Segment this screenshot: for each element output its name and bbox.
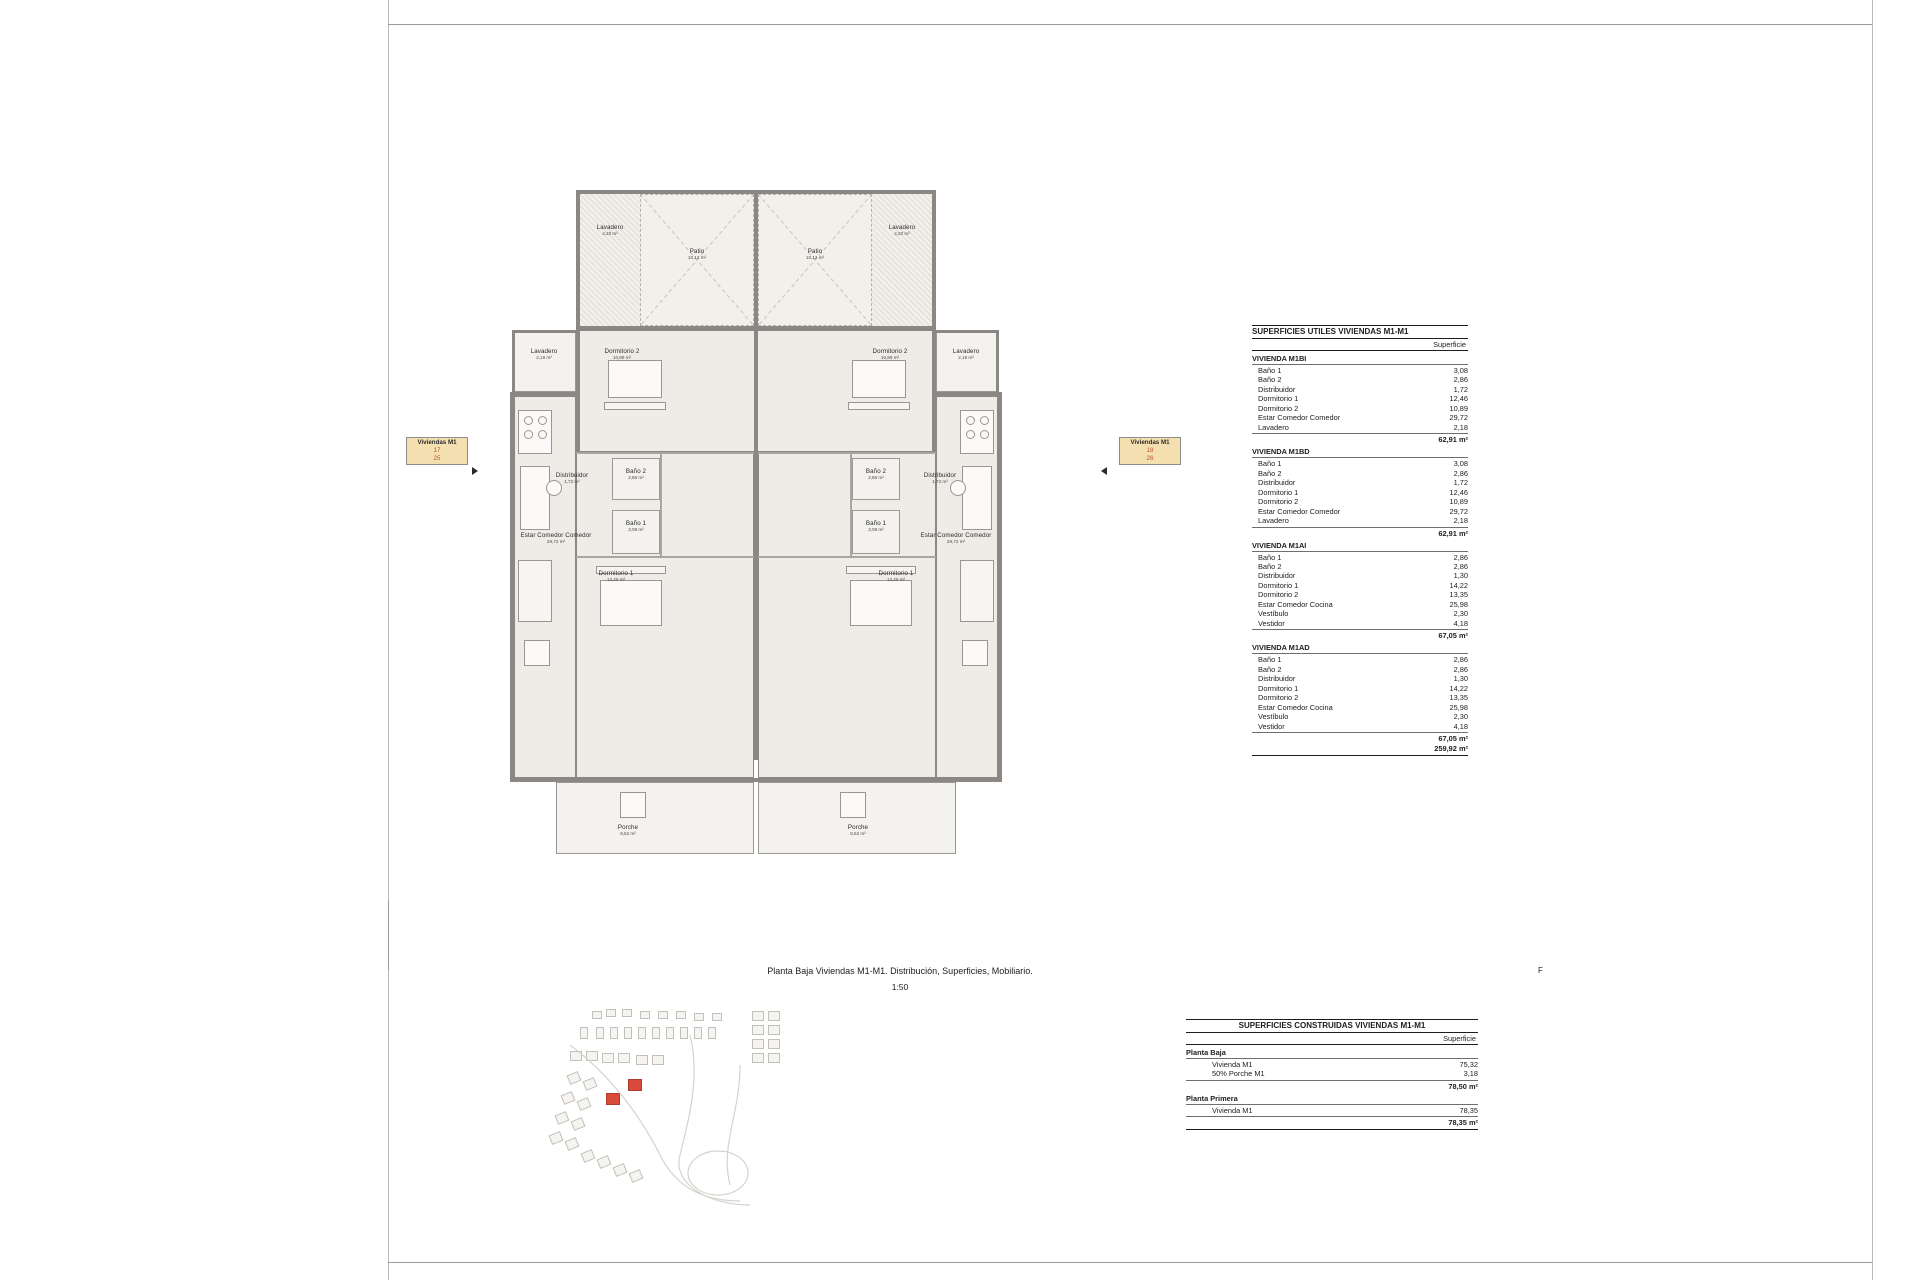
- table-superficies-utiles: [1252, 324, 1468, 757]
- table-group: Planta Primera Vivienda M1 78,35 78,35 m²: [1186, 1092, 1478, 1130]
- table-column-header: Superficie: [1443, 1034, 1476, 1043]
- plan-scale: 1:50: [891, 982, 909, 992]
- table-title: SUPERFICIES UTILES VIVIENDAS M1-M1: [1252, 327, 1409, 336]
- hob-burner-icon: [538, 416, 547, 425]
- table-row: Baño 2 2,86: [1258, 375, 1468, 385]
- room-label-distribuidor-right: Distribuidor 1,72 m²: [923, 472, 957, 485]
- table-row: Dormitorio 1 12,46: [1258, 487, 1468, 497]
- table-title: SUPERFICIES CONSTRUIDAS VIVIENDAS M1-M1: [1238, 1021, 1426, 1030]
- lavadero-floor-left: [580, 194, 640, 326]
- lavadero-small-right: [936, 330, 998, 392]
- table-row: Baño 1 3,08: [1258, 459, 1468, 469]
- table-row: Dormitorio 1 14,22: [1258, 580, 1468, 590]
- chair: [950, 480, 966, 496]
- table-row: Estar Comedor Cocina 25,98: [1258, 599, 1468, 609]
- table-row: Distribuidor 1,30: [1258, 571, 1468, 581]
- room-label-lavadero-left: Lavadero 2,18 m²: [530, 348, 558, 361]
- wall: [512, 330, 515, 392]
- kitchen-counter: [960, 410, 994, 454]
- wall: [936, 330, 998, 333]
- bed-furniture: [608, 360, 662, 398]
- hob-burner-icon: [966, 416, 975, 425]
- table-row: Baño 1 2,86: [1258, 655, 1468, 665]
- unit-tag-right[interactable]: Viviendas M1 18 26: [1119, 437, 1181, 465]
- frame-line-bottom: [388, 1262, 1872, 1263]
- table-row: Baño 1 3,08: [1258, 366, 1468, 375]
- lavadero-floor-right: [872, 194, 932, 326]
- coffee-table: [962, 640, 988, 666]
- table-row: Vestíbulo 2,30: [1258, 712, 1468, 722]
- table-row: Dormitorio 2 13,35: [1258, 693, 1468, 703]
- table-row: Distribuidor 1,72: [1258, 384, 1468, 394]
- room-label-dormitorio2-left: Dormitorio 2 10,89 m²: [604, 348, 640, 361]
- table-row: Lavadero 2,18: [1258, 422, 1468, 432]
- site-roads: [540, 1005, 880, 1235]
- bed-furniture: [850, 580, 912, 626]
- group-total: 67,05 m²: [1438, 631, 1468, 641]
- group-total: 62,91 m²: [1438, 528, 1468, 538]
- sofa: [960, 560, 994, 622]
- room-label-dormitorio2-right: Dormitorio 2 10,89 m²: [872, 348, 908, 361]
- wall: [932, 190, 936, 330]
- hob-burner-icon: [980, 430, 989, 439]
- tag-arrow-left: [472, 467, 478, 475]
- floor-plan: [500, 180, 1120, 920]
- room-label-lavadero-right: Lavadero 2,18 m²: [952, 348, 980, 361]
- bed-furniture: [852, 360, 906, 398]
- grand-total: 259,92 m²: [1434, 744, 1468, 753]
- table-row: Dormitorio 2 10,89: [1258, 497, 1468, 507]
- table-row: Estar Comedor Comedor 29,72: [1258, 506, 1468, 516]
- table-row: Estar Comedor Cocina 25,98: [1258, 702, 1468, 712]
- outdoor-table: [840, 792, 866, 818]
- group-total: 78,50 m²: [1448, 1081, 1478, 1091]
- room-label-patio-left: Patio 10,12 m²: [687, 248, 707, 261]
- sofa: [518, 560, 552, 622]
- room-label-bano2-right: Baño 2 2,86 m²: [865, 468, 887, 481]
- table-row: Vestidor 4,18: [1258, 721, 1468, 731]
- table-column-header: Superficie: [1433, 340, 1466, 349]
- frame-tick: [388, 900, 389, 970]
- wall: [514, 330, 576, 333]
- table-row: Baño 2 2,86: [1258, 664, 1468, 674]
- bed-furniture: [600, 580, 662, 626]
- table-row: Distribuidor 1,72: [1258, 478, 1468, 488]
- table-row: Vivienda M1 75,32: [1212, 1060, 1478, 1069]
- room-label-distribuidor-left: Distribuidor 1,72 m²: [555, 472, 589, 485]
- table-row: Baño 2 2,86: [1258, 468, 1468, 478]
- table-row: Dormitorio 1 12,46: [1258, 394, 1468, 404]
- table-superficies-construidas: [1186, 1018, 1478, 1131]
- hob-burner-icon: [524, 430, 533, 439]
- plan-caption: Planta Baja Viviendas M1-M1. Distribución, Superficies, Mobiliario.: [767, 966, 1033, 976]
- frame-line-top: [388, 24, 1872, 25]
- table-group: VIVIENDA M1BI Baño 1 3,08 Baño 2 2,86 Distribuidor 1,72 Dormitorio 1 12,46 Dormitorio 2 10,89 Estar Comedor Comedor 29,72 Lavadero 2,18 62,91 m²: [1252, 354, 1468, 445]
- table-row: Distribuidor 1,30: [1258, 674, 1468, 684]
- room-label-lavadero-patio-right: Lavadero 4,20 m²: [888, 224, 916, 237]
- lavadero-small-left: [514, 330, 576, 392]
- table-row: Lavadero 2,18: [1258, 516, 1468, 526]
- group-total: 78,35 m²: [1448, 1118, 1478, 1128]
- room-label-porche-right: Porche 8,52 m²: [847, 824, 869, 837]
- porche-left: [556, 782, 754, 854]
- room-label-porche-left: Porche 8,52 m²: [617, 824, 639, 837]
- hob-burner-icon: [980, 416, 989, 425]
- room-label-bano2-left: Baño 2 2,86 m²: [625, 468, 647, 481]
- hob-burner-icon: [966, 430, 975, 439]
- partition: [850, 454, 852, 558]
- table-row: Dormitorio 1 14,22: [1258, 683, 1468, 693]
- wardrobe-furniture: [848, 402, 910, 410]
- table-row: Dormitorio 2 13,35: [1258, 590, 1468, 600]
- room-label-estar-right: Estar Comedor Comedor 29,72 m²: [920, 532, 992, 545]
- chair: [546, 480, 562, 496]
- partition: [660, 454, 662, 558]
- table-row: Baño 2 2,86: [1258, 562, 1468, 571]
- dining-table: [962, 466, 992, 530]
- site-location-map: [540, 1005, 880, 1235]
- partition: [576, 556, 754, 558]
- room-label-dormitorio1-right: Dormitorio 1 12,46 m²: [878, 570, 914, 583]
- frame-line-right: [1872, 0, 1873, 1280]
- room-label-lavadero-patio-left: Lavadero 4,20 m²: [596, 224, 624, 237]
- room-label-bano1-left: Baño 1 3,08 m²: [625, 520, 647, 533]
- group-total: 62,91 m²: [1438, 435, 1468, 445]
- table-row: Vestidor 4,18: [1258, 618, 1468, 628]
- table-row: Vestíbulo 2,30: [1258, 609, 1468, 619]
- table-group: Planta Baja Vivienda M1 75,32 50% Porche M1 3,18 78,50 m²: [1186, 1048, 1478, 1091]
- hob-burner-icon: [524, 416, 533, 425]
- partition: [576, 452, 754, 454]
- table-row: Dormitorio 2 10,89: [1258, 403, 1468, 413]
- room-label-estar-left: Estar Comedor Comedor 29,72 m²: [520, 532, 592, 545]
- table-row: Vivienda M1 78,35: [1212, 1105, 1478, 1115]
- tag-arrow-right: [1101, 467, 1107, 475]
- room-label-bano1-right: Baño 1 3,08 m²: [865, 520, 887, 533]
- hob-burner-icon: [538, 430, 547, 439]
- wardrobe-furniture: [604, 402, 666, 410]
- dining-table: [520, 466, 550, 530]
- frame-line-left: [388, 0, 389, 1280]
- table-group: VIVIENDA M1AI Baño 1 2,86 Baño 2 2,86 Distribuidor 1,30 Dormitorio 1 14,22 Dormitorio 2 13,35 Estar Comedor Cocina 25,98 Vestíbulo 2,30 Vestidor 4,18 67,05 m²: [1252, 540, 1468, 641]
- table-row: Estar Comedor Comedor 29,72: [1258, 413, 1468, 423]
- outdoor-table: [620, 792, 646, 818]
- unit-tag-left[interactable]: Viviendas M1 17 25: [406, 437, 468, 465]
- group-total: 67,05 m²: [1438, 734, 1468, 744]
- room-label-patio-right: Patio 10,12 m²: [805, 248, 825, 261]
- wall: [998, 392, 1002, 782]
- coffee-table: [524, 640, 550, 666]
- table-row: Baño 1 2,86: [1258, 552, 1468, 562]
- wall: [996, 330, 999, 392]
- kitchen-counter: [518, 410, 552, 454]
- table-group: VIVIENDA M1AD Baño 1 2,86 Baño 2 2,86 Distribuidor 1,30 Dormitorio 1 14,22 Dormitorio 2 13,35 Estar Comedor Cocina 25,98 Vestíbulo 2,30 Vestidor 4,18 67,05 m² 259,92 m²: [1252, 641, 1468, 756]
- table-row: 50% Porche M1 3,18: [1212, 1069, 1478, 1079]
- partition: [758, 556, 936, 558]
- sheet-mark: F: [1538, 966, 1543, 975]
- table-group: VIVIENDA M1BD Baño 1 3,08 Baño 2 2,86 Distribuidor 1,72 Dormitorio 1 12,46 Dormitorio 2 10,89 Estar Comedor Comedor 29,72 Lavadero 2,18 62,91 m²: [1252, 447, 1468, 538]
- room-label-dormitorio1-left: Dormitorio 1 12,46 m²: [598, 570, 634, 583]
- partition: [758, 452, 936, 454]
